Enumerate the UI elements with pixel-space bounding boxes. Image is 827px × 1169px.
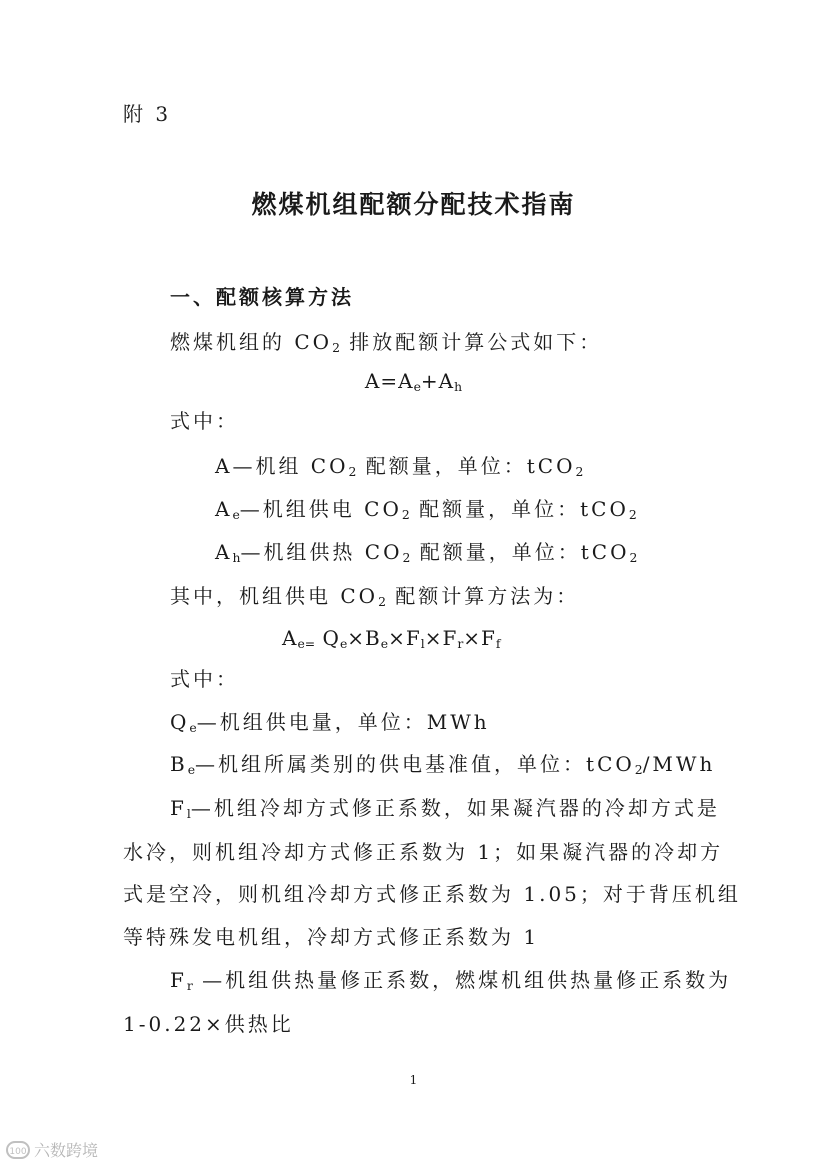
where-label: 式中： [170, 667, 239, 691]
definition-A: A—机组 $CO_2$ 配额量，单位：tCO$_2$ [215, 454, 584, 480]
definition-Ah: $A_h—$机组供热 $CO_2$ 配额量，单位：tCO$_2$ [215, 540, 638, 566]
attachment-label: 附 3 [123, 102, 172, 126]
page-number: 1 [409, 1073, 418, 1087]
formula-total-allowance: $A=A_e+A_h$ [364, 369, 463, 395]
definition-Ae: $A_e—$机组供电 $CO_2$ 配额量，单位：tCO$_2$ [215, 497, 637, 523]
supply-method-paragraph: 其中，机组供电 $CO_2$ 配额计算方法为： [170, 584, 580, 610]
definition-Fl-line-3: 式是空冷，则机组冷却方式修正系数为 1.05；对于背压机组 [123, 882, 741, 906]
definition-Fl-line-1: $F_l—$机组冷却方式修正系数，如果凝汽器的冷却方式是 [170, 796, 720, 822]
definition-Qe: $Q_e—$机组供电量，单位：MWh [170, 710, 490, 736]
definition-Fr-line-2: 1-0.22×供热比 [123, 1012, 294, 1036]
watermark-logo-icon: 100 [6, 1141, 30, 1159]
where-label: 式中： [170, 409, 239, 433]
document-title: 燃煤机组配额分配技术指南 [251, 190, 576, 219]
definition-Fr-line-1: $F_r$ —机组供热量修正系数，燃煤机组供热量修正系数为 [170, 968, 732, 994]
formula-supply-allowance: $A_{e=}$ $Q_e\times B_e\times F_l\times F_r\times F_f$ [282, 626, 501, 652]
section-heading: 一、配额核算方法 [170, 285, 354, 309]
watermark-text: 六数跨境 [34, 1141, 99, 1160]
definition-Fl-line-2: 水冷，则机组冷却方式修正系数为 1；如果凝汽器的冷却方 [123, 840, 724, 864]
definition-Be: $B_e—$机组所属类别的供电基准值，单位：tCO$_2$/MWh [170, 752, 716, 778]
watermark [6, 1138, 98, 1161]
intro-paragraph: 燃煤机组的 $CO_2$ 排放配额计算公式如下： [170, 330, 603, 356]
definition-Fl-line-4: 等特殊发电机组，冷却方式修正系数为 1 [123, 925, 540, 949]
